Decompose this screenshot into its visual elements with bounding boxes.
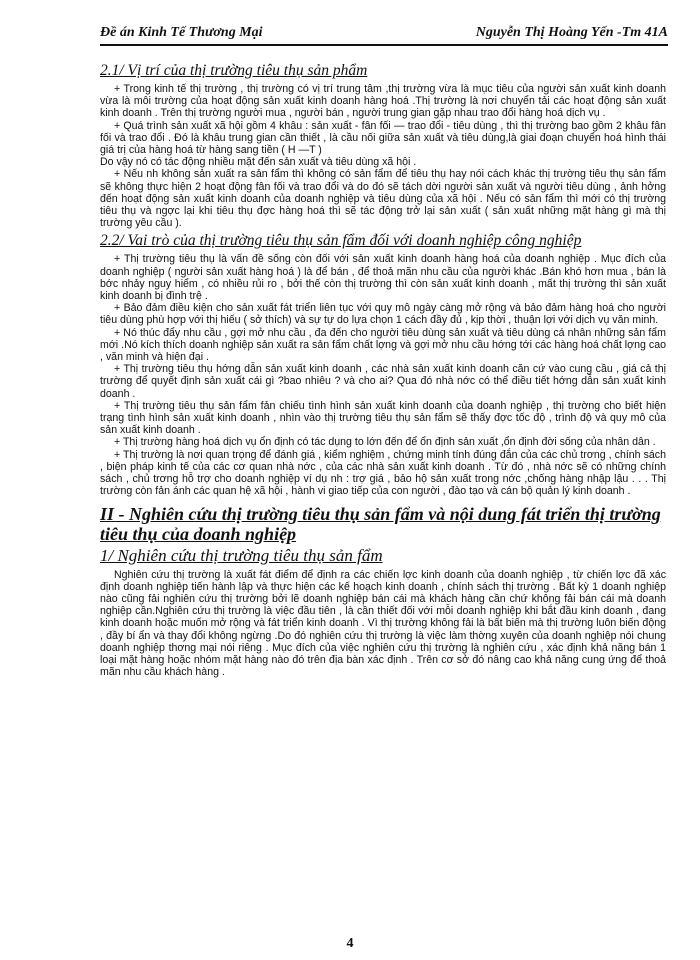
header-author: Nguyễn Thị Hoàng Yến -Tm 41A <box>475 25 668 40</box>
paragraph: + Thị trường tiêu thụ là vấn đề sống còn đối với sản xuất kinh doanh hàng hoá của doanh nghiệp . Mục đích của doanh nghiệp ( người sản xuất hàng hoá ) là để bán , để thoả mãn nhu cầu của người khác .Bán khó hơn mua , bán là bớc nhảy nguy hiểm , có nhiều rủi ro , bởi thế còn thị trường thì còn sản xuất kinh doanh , mất thị trường thì sản xuất kinh doanh bị đình trệ . <box>100 253 666 303</box>
paragraph: Nghiên cứu thị trường là xuất fát điểm để định ra các chiến lợc kinh doanh của doanh nghiệp , từ chiến lợc đã xác định doanh nghiệp tiến hành lập và thực hiện các kế hoạch kinh doanh , chính sách thị trường . Bất kỳ 1 doanh nghiệp nào cũng fải nghiên cứu thị trường bởi lẽ doanh nghiệp bán cái mà khách hàng cần chứ không fải bán cái mà doanh nghiệp cần.Nghiên cứu thị trường là việc đầu tiên , là cần thiết đối với mỗi doanh nghiệp khi bắt đầu kinh doanh , đang kinh doanh hoặc muốn mở rộng và fát triển kinh doanh . Vì thị trường không fải là bất biến mà thị trường luôn biến động , đầy bí ẩn và thay đổi không ngừng .Do đó nghiên cứu thị trường là việc làm thờng xuyên của doanh nghiệp nói chung doanh nghiệp thơng mại nói riêng . Mục đích của việc nghiên cứu thị trường là nghiên cứu , xác định khả năng bán 1 loại mặt hàng hoặc nhóm mặt hàng nào đó trên địa bàn xác định . Trên cơ sở đó nâng cao khả năng cung ứng để thoả mãn nhu cầu khách hàng . <box>100 568 666 679</box>
page-number: 4 <box>346 936 354 951</box>
paragraph: + Quá trình sản xuất xã hội gồm 4 khâu : sản xuất - fân fối — trao đổi - tiêu dùng , thì thị trường bao gồm 2 khâu fân fối và trao đổi . Đó là khâu trung gian cần thiết , là cầu nối giữa sản xuất và tiêu dùng,là giai đoạn chuyển hoá hình thái giá trị của hàng hoá từ hàng sang tiền ( H —T ) <box>100 119 666 157</box>
paragraph: Do vậy nó có tác động nhiều mặt đến sản xuất và tiêu dùng xã hội . <box>100 156 417 169</box>
section-1-title: 1/ Nghiên cứu thị trường tiêu thụ sản fẩm <box>100 545 383 565</box>
section-2-1-title: 2.1/ Vị trí của thị trường tiêu thụ sản phẩm <box>100 62 368 79</box>
paragraph: + Thị trường hàng hoá dịch vụ ổn định có tác dụng to lớn đến để ổn định sản xuất ,ổn định đời sống của nhân dân . <box>114 436 656 449</box>
header-left-title: Đề án Kinh Tế Thương Mại <box>100 25 263 40</box>
paragraph: + Thị trường tiêu thụ sản fẩm fản chiếu tình hình sản xuất kinh doanh của doanh nghiệp , thị trường cho biết hiện trạng tình hình sản xuất kinh doanh , nhìn vào thị trường tiêu thụ sản fẩm sẽ thấy đợc tốc độ , trình độ và quy mô của sản xuất kinh doanh . <box>100 399 666 437</box>
paragraph: + Thị trường tiêu thụ hớng dẫn sản xuất kinh doanh , các nhà sản xuất kinh doanh căn cứ vào cung cầu , giá cả thị trường để quyết định sản xuất cái gì ?bao nhiêu ? và cho ai? Qua đó nhà nớc có thể điều tiết hớng dẫn sản xuất kinh doanh . <box>100 363 666 400</box>
paragraph: + Thị trường là nơi quan trọng để đánh giá , kiểm nghiệm , chứng minh tính đúng đắn của các chủ trơng , chính sách , biện pháp kinh tế của các cơ quan nhà nớc , của các nhà sản xuất kinh doanh . Từ đó , nhà nớc sẽ có những chính sách , chủ trơng hỗ trợ cho doanh nghiệp ví dụ nh : trợ giá , bảo hộ sản xuất trong nớc ,chống hàng nhập lậu . . . Thị trường còn fản ánh các quan hệ xã hội , hành vi giao tiếp của con người , đào tạo và cán bộ quản lý kinh doanh . <box>100 448 666 498</box>
section-2-2-title: 2.2/ Vai trò của thị trường tiêu thụ sản fẩm đối với doanh nghiệp công nghiệp <box>100 232 582 250</box>
page-content <box>100 62 666 678</box>
page-header <box>100 24 668 46</box>
paragraph: + Trong kinh tế thị trường , thị trường có vị trí trung tâm ,thị trường vừa là mục tiêu của người sản xuất kinh doanh vừa là môi trường của hoạt động sản xuất kinh doanh hàng hoá .Thị trường là nơi chuyển tải các hoạt động sản xuất kinh doanh . Trên thị trường người mua , người bán , người trung gian gặp nhau trao đổi hàng hoá dịch vụ . <box>100 83 666 120</box>
section-ii-title: II - Nghiên cứu thị trường tiêu thụ sản fẩm và nội dung fát triển thị trường tiêu thụ của doanh nghiệp <box>100 503 661 544</box>
paragraph: + Nếu nh không sản xuất ra sản fẩm thì không có sản fẩm để tiêu thụ hay nói cách khác thị trường tiêu thụ sản fẩm sẽ không thực hiện 2 hoạt động fân fối và trao đổi và do đó sẽ tách dời người sản xuất và người tiêu dùng , ảnh hởng đến hoạt động sản xuất kinh doanh của doanh nghiệp và tiêu dùng của xã hội . Nếu có sản fẩm thì mới có thị trường tiêu thụ và ngợc lại khi tiêu thụ đợc hàng hoá thì sẽ tác động trở lại sản xuất ( sản xuất những mặt hàng gì mà thị trường yêu cầu ). <box>100 168 666 230</box>
paragraph: + Nó thúc đẩy nhu cầu , gợi mở nhu cầu , đa đến cho người tiêu dùng sản xuất và tiêu dùng cá nhân những sản fẩm mới .Nó kích thích doanh nghiệp sản xuất ra sản fẩm chất lợng và gợi mở nhu cầu hớng tới các hàng hoá chất lợng cao , văn minh và hiện đại . <box>100 326 666 364</box>
paragraph: + Bảo đảm điều kiện cho sản xuất fát triển liên tục với quy mô ngày càng mở rộng và bảo đảm hàng hoá cho người tiêu dùng phù hợp với thị hiếu ( sở thích) và sự tự do lựa chọn 1 cách đầy đủ , kịp thời , thuận lợi với dịch vụ văn minh. <box>100 302 666 327</box>
